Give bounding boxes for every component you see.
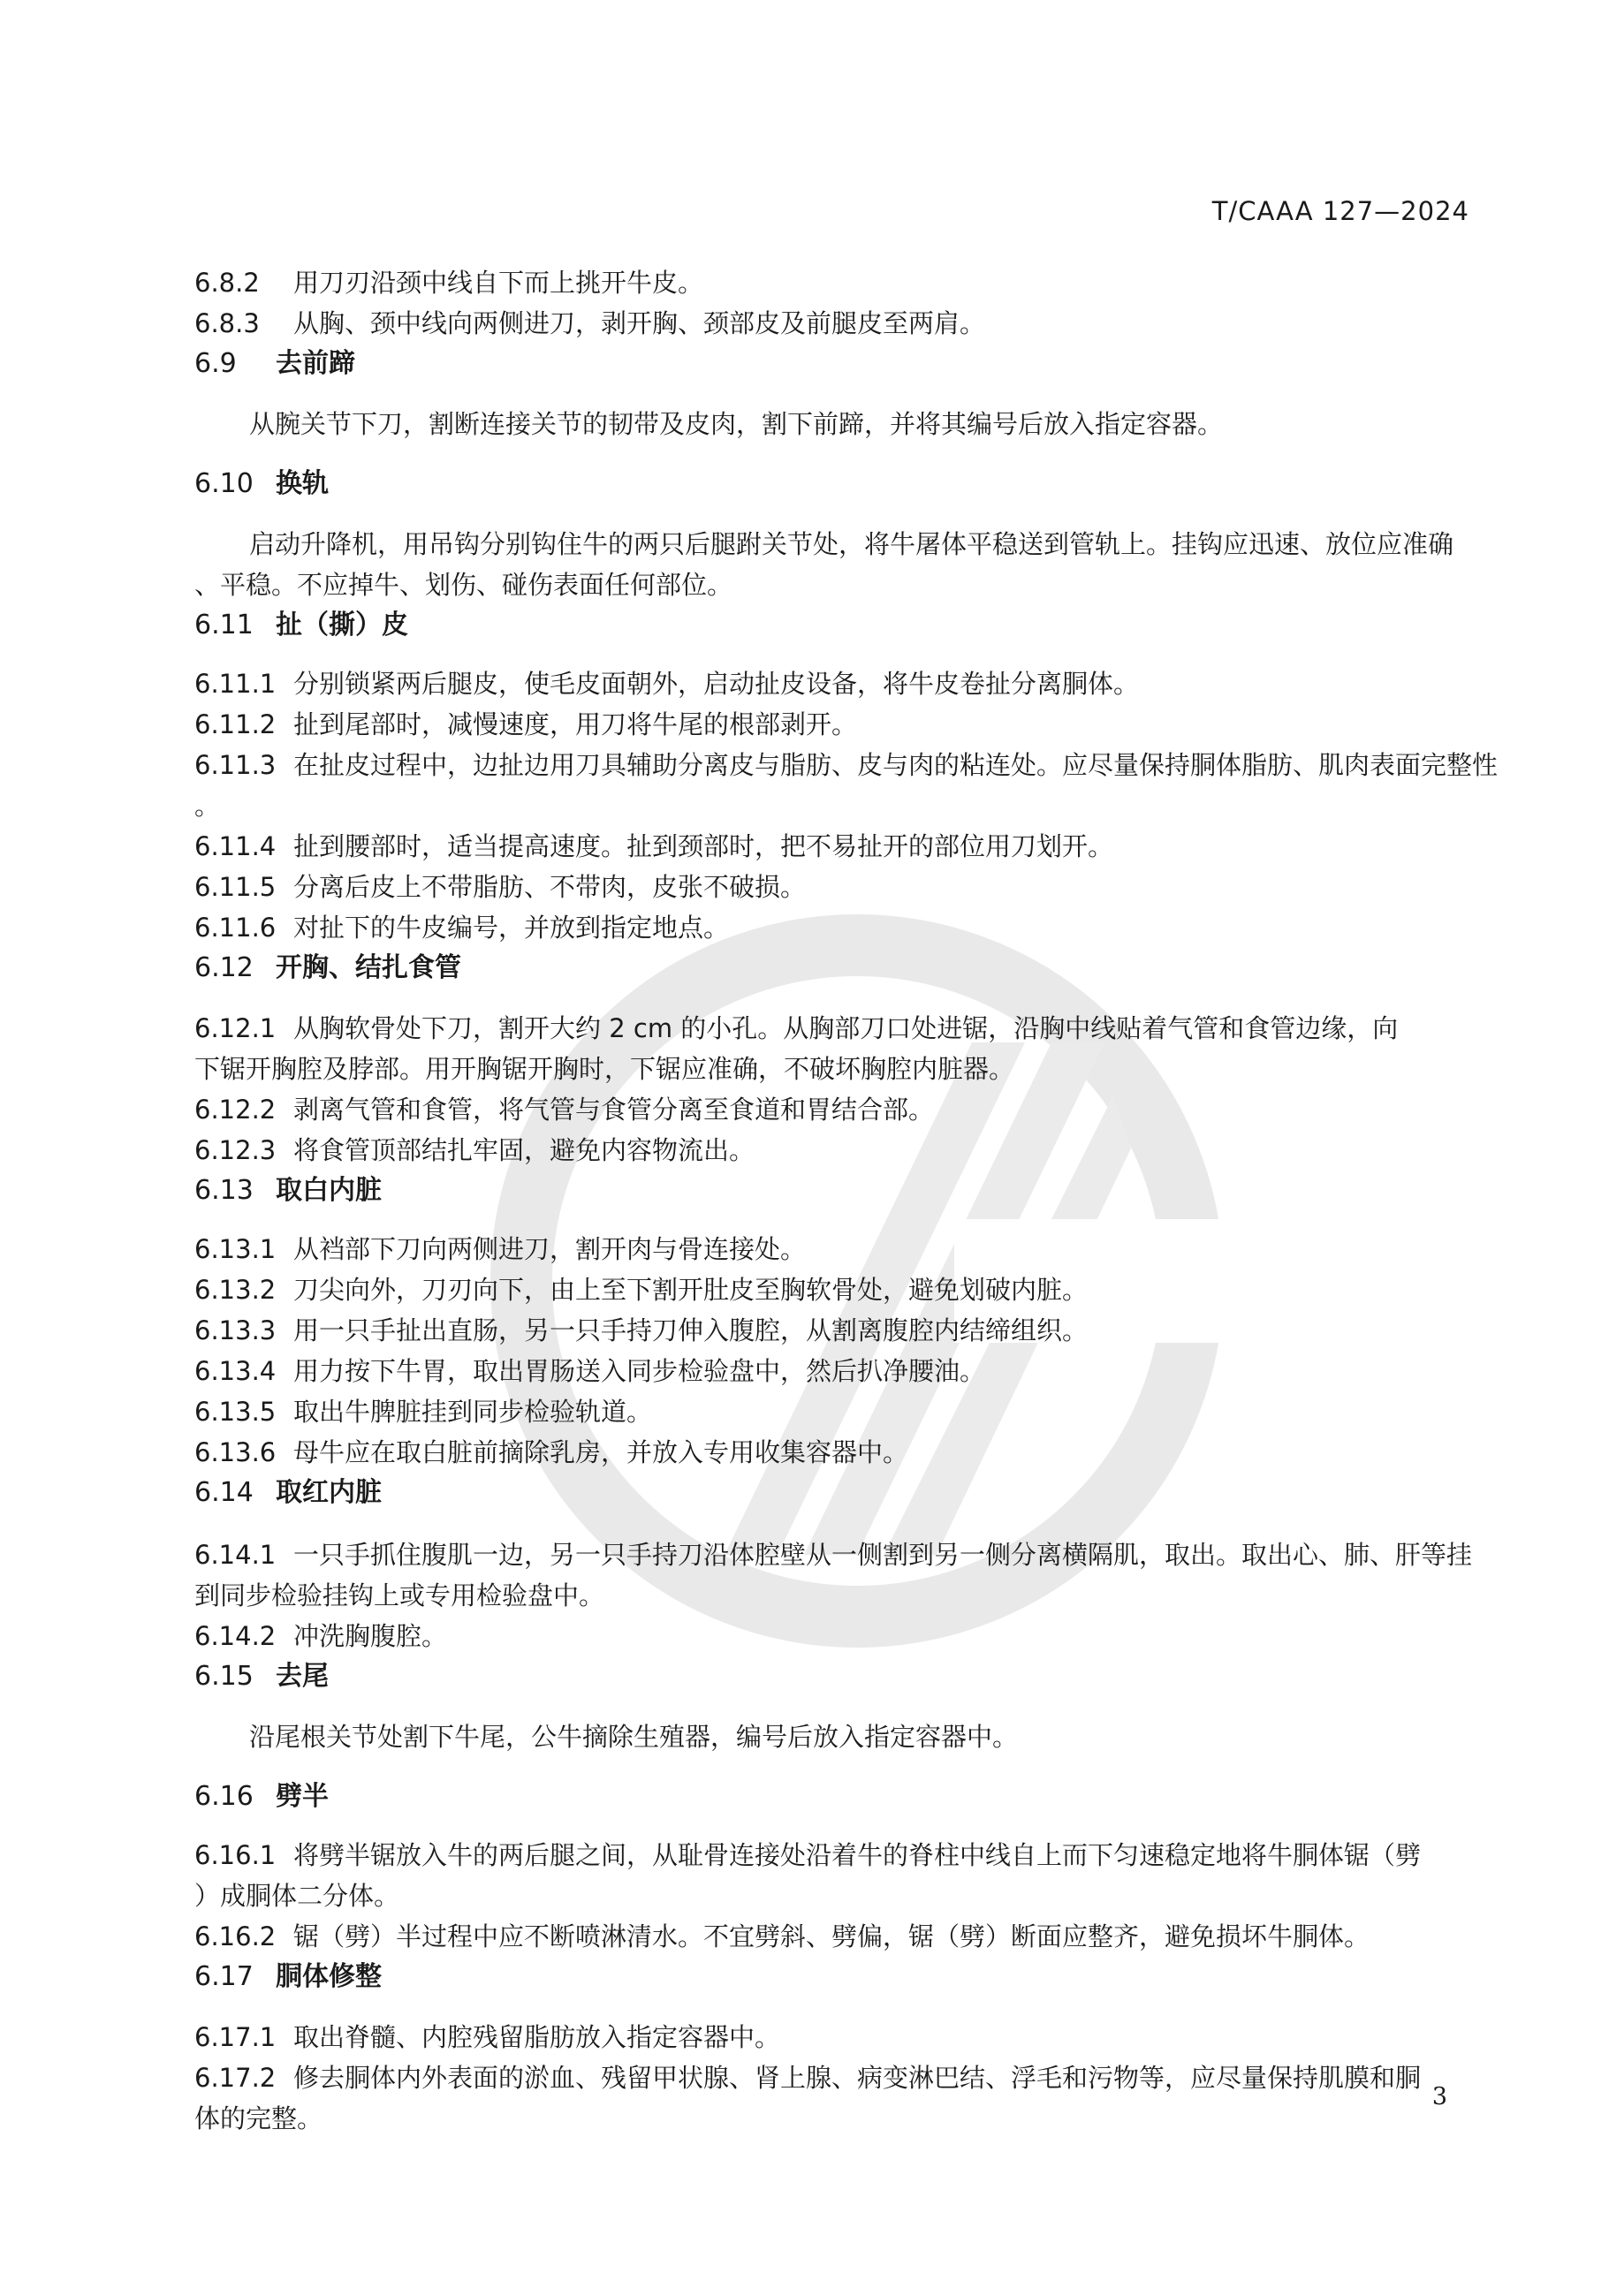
page-number: 3: [1431, 2083, 1447, 2110]
clause-number: 6.16.2: [194, 1921, 277, 1951]
clause-number: 6.17.2: [194, 2063, 277, 2093]
clause-text: 剥离气管和食管，将气管与食管分离至食道和胃结合部。: [293, 1095, 935, 1125]
clause-text: 锯（劈）半过程中应不断喷淋清水。不宜劈斜、劈偏，锯（劈）断面应整齐，避免损坏牛胴体。: [293, 1921, 1370, 1951]
section-heading: [194, 1475, 382, 1511]
clause-text: 将劈半锯放入牛的两后腿之间，从耻骨连接处沿着牛的脊柱中线自上而下匀速稳定地将牛胴体锯（劈: [293, 1840, 1422, 1870]
clause-text: 取出牛脾脏挂到同步检验轨道。: [293, 1397, 653, 1427]
clause-item: [194, 306, 985, 341]
section-number: 6.11: [194, 610, 254, 640]
clause-text: 从胸软骨处下刀，割开大约 2 cm 的小孔。从胸部刀口处进锯，沿胸中线贴着气管和食管边缘，向: [293, 1013, 1399, 1043]
section-number: 6.16: [194, 1781, 254, 1812]
clause-item: [194, 747, 1498, 783]
clause-number: 6.11.3: [194, 750, 277, 780]
clause-number: 6.11.5: [194, 872, 277, 902]
clause-number: 6.12.3: [194, 1135, 277, 1165]
clause-text: 刀尖向外，刀刃向下，由上至下割开肚皮至胸软骨处，避免划破内脏。: [293, 1275, 1089, 1305]
clause-number: 6.8.2: [194, 268, 260, 298]
section-heading: [194, 466, 329, 502]
clause-continuation: 体的完整。: [194, 2103, 323, 2133]
clause-number: 6.16.1: [194, 1840, 277, 1870]
clause-item: [194, 707, 857, 742]
clause-item: [194, 1092, 934, 1127]
clause-item: [194, 1353, 985, 1389]
clause-item: [194, 265, 703, 300]
clause-item: [194, 1272, 1088, 1307]
section-title: 开胸、结扎食管: [276, 952, 461, 983]
section-heading: [194, 1959, 382, 1995]
clause-number: 6.13.2: [194, 1275, 277, 1305]
clause-continuation: 。: [194, 791, 221, 821]
clause-text: 一只手抓住腹肌一边，另一只手持刀沿体腔壁从一侧割到另一侧分离横隔肌，取出。取出心、肺、肝等挂: [293, 1540, 1473, 1570]
clause-number: 6.13.5: [194, 1397, 277, 1427]
clause-item: [194, 2019, 780, 2055]
clause-text: 母牛应在取白脏前摘除乳房，并放入专用收集容器中。: [293, 1437, 909, 1467]
clause-number: 6.11.6: [194, 913, 277, 943]
section-heading: [194, 951, 461, 986]
clause-item: [194, 829, 1113, 864]
clause-item: [194, 1618, 447, 1654]
clause-item: [194, 1133, 755, 1168]
section-title: 取白内脏: [276, 1175, 382, 1206]
section-title: 劈半: [276, 1781, 329, 1812]
section-title: 去尾: [276, 1661, 329, 1692]
clause-number: 6.12.2: [194, 1095, 277, 1125]
clause-number: 6.14.2: [194, 1621, 277, 1651]
clause-text: 将食管顶部结扎牢固，避免内容物流出。: [293, 1135, 755, 1165]
clause-text: 从胸、颈中线向两侧进刀，剥开胸、颈部皮及前腿皮至两肩。: [293, 308, 986, 338]
section-heading: [194, 608, 408, 643]
document-code: T/CAAA 127—2024: [1211, 196, 1469, 226]
clause-text: 分别锁紧两后腿皮，使毛皮面朝外，启动扯皮设备，将牛皮卷扯分离胴体。: [293, 669, 1140, 699]
clause-item: [194, 1231, 806, 1267]
section-title: 换轨: [276, 468, 329, 499]
section-heading: [194, 1659, 329, 1694]
clause-text: 在扯皮过程中，边扯边用刀具辅助分离皮与脂肪、皮与肉的粘连处。应尽量保持胴体脂肪、肌肉表面完整性: [293, 750, 1499, 780]
section-title: 去前蹄: [276, 348, 355, 379]
section-title: 胴体修整: [276, 1961, 382, 1992]
clause-text: 用一只手扯出直肠，另一只手持刀伸入腹腔，从割离腹腔内结缔组织。: [293, 1315, 1089, 1345]
clause-text: 修去胴体内外表面的淤血、残留甲状腺、肾上腺、病变淋巴结、浮毛和污物等，应尽量保持肌膜和胴: [293, 2063, 1422, 2093]
clause-text: 取出脊髓、内腔残留脂肪放入指定容器中。: [293, 2022, 781, 2052]
clause-text: 用刀刃沿颈中线自下而上挑开牛皮。: [293, 268, 704, 298]
clause-item: [194, 1394, 652, 1429]
clause-number: 6.8.3: [194, 308, 260, 338]
clause-item: [194, 869, 806, 905]
section-number: 6.9: [194, 348, 237, 379]
paragraph-continuation: 、平稳。不应掉牛、划伤、碰伤表面任何部位。: [194, 570, 733, 600]
clause-number: 6.13.3: [194, 1315, 277, 1345]
clause-item: [194, 910, 729, 945]
section-heading: [194, 1173, 382, 1209]
section-title: 取红内脏: [276, 1477, 382, 1508]
section-number: 6.17: [194, 1961, 254, 1992]
clause-number: 6.12.1: [194, 1013, 277, 1043]
clause-item: [194, 1919, 1370, 1954]
clause-continuation: 到同步检验挂钩上或专用检验盘中。: [194, 1580, 605, 1610]
section-number: 6.15: [194, 1661, 254, 1692]
clause-item: [194, 1838, 1421, 1873]
clause-number: 6.17.1: [194, 2022, 277, 2052]
clause-text: 扯到腰部时，适当提高速度。扯到颈部时，把不易扯开的部位用刀划开。: [293, 831, 1114, 861]
clause-number: 6.11.2: [194, 709, 277, 739]
clause-item: [194, 1313, 1088, 1348]
clause-number: 6.13.4: [194, 1356, 277, 1386]
clause-text: 用力按下牛胃，取出胃肠送入同步检验盘中，然后扒净腰油。: [293, 1356, 986, 1386]
clause-number: 6.13.6: [194, 1437, 277, 1467]
clause-number: 6.13.1: [194, 1234, 277, 1264]
clause-item: [194, 666, 1139, 701]
clause-text: 从裆部下刀向两侧进刀，割开肉与骨连接处。: [293, 1234, 807, 1264]
clause-continuation: 下锯开胸腔及脖部。用开胸锯开胸时，下锯应准确，不破坏胸腔内脏器。: [194, 1054, 1015, 1084]
clause-item: [194, 1537, 1472, 1572]
clause-text: 分离后皮上不带脂肪、不带肉，皮张不破损。: [293, 872, 807, 902]
clause-text: 冲洗胸腹腔。: [293, 1621, 448, 1651]
clause-text: 对扯下的牛皮编号，并放到指定地点。: [293, 913, 730, 943]
section-heading: [194, 1779, 329, 1815]
paragraph: 启动升降机，用吊钩分别钩住牛的两只后腿跗关节处，将牛屠体平稳送到管轨上。挂钩应迅速、放位应准确: [249, 529, 1454, 559]
clause-continuation: ）成胴体二分体。: [194, 1881, 400, 1911]
section-number: 6.10: [194, 468, 254, 499]
section-heading: [194, 346, 355, 382]
clause-number: 6.11.1: [194, 669, 277, 699]
section-number: 6.13: [194, 1175, 254, 1206]
section-number: 6.12: [194, 952, 254, 983]
clause-number: 6.11.4: [194, 831, 277, 861]
clause-item: [194, 2060, 1421, 2095]
paragraph: 从腕关节下刀，割断连接关节的韧带及皮肉，割下前蹄，并将其编号后放入指定容器。: [249, 409, 1224, 439]
clause-item: [194, 1011, 1398, 1046]
section-title: 扯（撕）皮: [276, 610, 408, 640]
paragraph: 沿尾根关节处割下牛尾，公牛摘除生殖器，编号后放入指定容器中。: [249, 1722, 1019, 1752]
clause-text: 扯到尾部时，减慢速度，用刀将牛尾的根部剥开。: [293, 709, 858, 739]
clause-item: [194, 1435, 908, 1470]
clause-number: 6.14.1: [194, 1540, 277, 1570]
section-number: 6.14: [194, 1477, 254, 1508]
